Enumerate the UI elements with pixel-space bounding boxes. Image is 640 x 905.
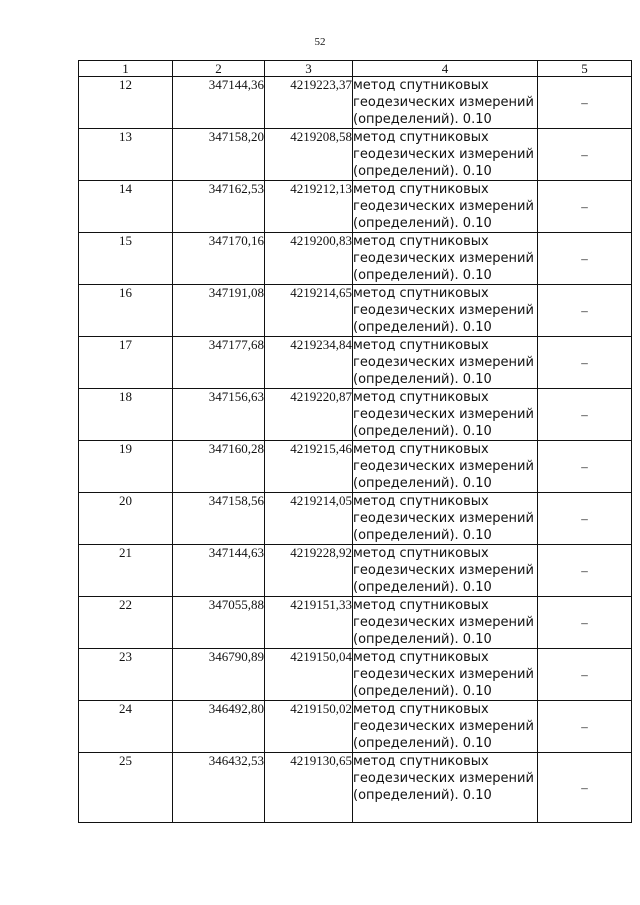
table-row — [79, 181, 632, 233]
method-line-3: (определений). 0.10 — [353, 268, 492, 283]
point-number: 23 — [79, 649, 173, 701]
method-description — [353, 441, 538, 493]
coordinate-y: 4219220,87 — [265, 389, 353, 441]
table-row — [79, 285, 632, 337]
column-5-value: – — [538, 389, 632, 441]
method-description — [353, 129, 538, 181]
column-5-value: – — [538, 649, 632, 701]
method-line-1: метод спутниковых — [353, 286, 489, 301]
method-line-1: метод спутниковых — [353, 546, 489, 561]
coordinate-x: 347055,88 — [173, 597, 265, 649]
coordinate-y: 4219208,58 — [265, 129, 353, 181]
method-line-3: (определений). 0.10 — [353, 684, 492, 699]
coordinate-y: 4219200,83 — [265, 233, 353, 285]
method-line-1: метод спутниковых — [353, 130, 489, 145]
point-number: 19 — [79, 441, 173, 493]
header-col-2: 2 — [173, 61, 265, 77]
coordinate-y: 4219150,02 — [265, 701, 353, 753]
method-line-3: (определений). 0.10 — [353, 528, 492, 543]
method-line-1: метод спутниковых — [353, 494, 489, 509]
method-description — [353, 753, 538, 823]
column-5-value: – — [538, 233, 632, 285]
method-line-1: метод спутниковых — [353, 702, 489, 717]
method-line-2: геодезических измерений — [353, 407, 534, 422]
table-row — [79, 77, 632, 129]
point-number: 12 — [79, 77, 173, 129]
column-5-value: – — [538, 181, 632, 233]
column-5-value: – — [538, 441, 632, 493]
point-number: 16 — [79, 285, 173, 337]
table-row — [79, 597, 632, 649]
method-line-3: (определений). 0.10 — [353, 216, 492, 231]
method-description — [353, 701, 538, 753]
method-line-1: метод спутниковых — [353, 338, 489, 353]
header-col-1: 1 — [79, 61, 173, 77]
method-description — [353, 181, 538, 233]
method-line-1: метод спутниковых — [353, 442, 489, 457]
method-line-1: метод спутниковых — [353, 598, 489, 613]
column-5-value: – — [538, 337, 632, 389]
point-number: 24 — [79, 701, 173, 753]
method-line-2: геодезических измерений — [353, 667, 534, 682]
table-row — [79, 701, 632, 753]
method-description — [353, 389, 538, 441]
method-line-3: (определений). 0.10 — [353, 164, 492, 179]
method-line-2: геодезических измерений — [353, 719, 534, 734]
column-5-value: – — [538, 701, 632, 753]
method-line-2: геодезических измерений — [353, 459, 534, 474]
point-number: 22 — [79, 597, 173, 649]
coordinate-y: 4219214,05 — [265, 493, 353, 545]
coordinate-y: 4219234,84 — [265, 337, 353, 389]
method-line-3: (определений). 0.10 — [353, 372, 492, 387]
column-5-value: – — [538, 285, 632, 337]
method-line-2: геодезических измерений — [353, 199, 534, 214]
column-5-value: – — [538, 597, 632, 649]
table-row — [79, 389, 632, 441]
coordinate-y: 4219228,92 — [265, 545, 353, 597]
page-number: 52 — [314, 36, 326, 48]
table-row — [79, 441, 632, 493]
method-line-1: метод спутниковых — [353, 182, 489, 197]
point-number: 21 — [79, 545, 173, 597]
point-number: 18 — [79, 389, 173, 441]
method-line-2: геодезических измерений — [353, 95, 534, 110]
method-line-1: метод спутниковых — [353, 754, 489, 769]
method-line-3: (определений). 0.10 — [353, 736, 492, 751]
method-description — [353, 649, 538, 701]
header-col-5: 5 — [538, 61, 632, 77]
column-5-value: – — [538, 545, 632, 597]
coordinate-x: 346492,80 — [173, 701, 265, 753]
coordinate-x: 347158,56 — [173, 493, 265, 545]
method-line-2: геодезических измерений — [353, 511, 534, 526]
method-line-1: метод спутниковых — [353, 234, 489, 249]
coordinate-x: 347162,53 — [173, 181, 265, 233]
table-row — [79, 129, 632, 181]
method-line-3: (определений). 0.10 — [353, 476, 492, 491]
point-number: 20 — [79, 493, 173, 545]
method-line-2: геодезических измерений — [353, 147, 534, 162]
table-header-row — [79, 61, 632, 77]
method-description — [353, 545, 538, 597]
coordinate-y: 4219212,13 — [265, 181, 353, 233]
method-description — [353, 233, 538, 285]
point-number: 17 — [79, 337, 173, 389]
method-line-1: метод спутниковых — [353, 650, 489, 665]
method-line-3: (определений). 0.10 — [353, 424, 492, 439]
table-row — [79, 493, 632, 545]
header-col-3: 3 — [265, 61, 353, 77]
coordinate-y: 4219150,04 — [265, 649, 353, 701]
point-number: 25 — [79, 753, 173, 823]
table-row — [79, 233, 632, 285]
method-line-3: (определений). 0.10 — [353, 788, 492, 803]
column-5-value: – — [538, 77, 632, 129]
method-description — [353, 285, 538, 337]
method-line-3: (определений). 0.10 — [353, 320, 492, 335]
point-number: 15 — [79, 233, 173, 285]
table-row — [79, 337, 632, 389]
coordinate-y: 4219130,65 — [265, 753, 353, 823]
table-row — [79, 753, 632, 823]
method-line-2: геодезических измерений — [353, 771, 534, 786]
coordinates-table — [78, 60, 632, 823]
coordinate-x: 347177,68 — [173, 337, 265, 389]
method-line-3: (определений). 0.10 — [353, 580, 492, 595]
method-line-1: метод спутниковых — [353, 78, 489, 93]
column-5-value: – — [538, 753, 632, 823]
method-line-2: геодезических измерений — [353, 615, 534, 630]
header-col-4: 4 — [353, 61, 538, 77]
coordinate-x: 347160,28 — [173, 441, 265, 493]
coordinate-x: 346790,89 — [173, 649, 265, 701]
coordinate-x: 347156,63 — [173, 389, 265, 441]
coordinate-x: 347144,63 — [173, 545, 265, 597]
coordinate-y: 4219223,37 — [265, 77, 353, 129]
method-description — [353, 597, 538, 649]
method-line-1: метод спутниковых — [353, 390, 489, 405]
method-line-2: геодезических измерений — [353, 355, 534, 370]
point-number: 13 — [79, 129, 173, 181]
method-description — [353, 493, 538, 545]
table-row — [79, 649, 632, 701]
coordinate-y: 4219215,46 — [265, 441, 353, 493]
method-line-3: (определений). 0.10 — [353, 632, 492, 647]
coordinate-x: 347158,20 — [173, 129, 265, 181]
coordinate-y: 4219151,33 — [265, 597, 353, 649]
coordinate-x: 347170,16 — [173, 233, 265, 285]
method-line-3: (определений). 0.10 — [353, 112, 492, 127]
column-5-value: – — [538, 493, 632, 545]
coordinate-x: 347191,08 — [173, 285, 265, 337]
method-line-2: геодезических измерений — [353, 251, 534, 266]
coordinate-x: 347144,36 — [173, 77, 265, 129]
coordinate-y: 4219214,65 — [265, 285, 353, 337]
method-description — [353, 337, 538, 389]
point-number: 14 — [79, 181, 173, 233]
method-line-2: геодезических измерений — [353, 563, 534, 578]
method-description — [353, 77, 538, 129]
table-row — [79, 545, 632, 597]
method-line-2: геодезических измерений — [353, 303, 534, 318]
column-5-value: – — [538, 129, 632, 181]
coordinate-x: 346432,53 — [173, 753, 265, 823]
